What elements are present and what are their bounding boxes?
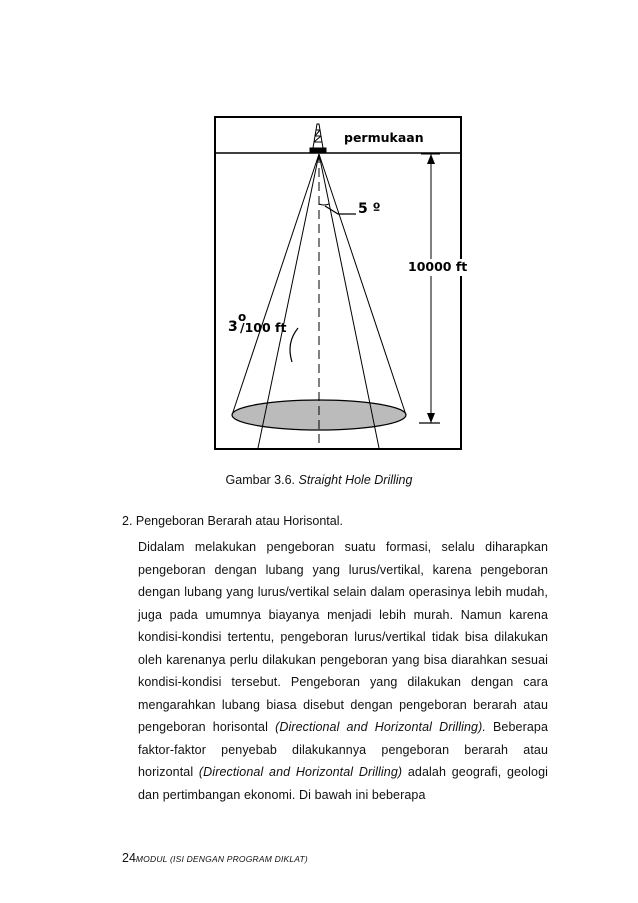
para-text-1: Didalam melakukan pengeboran suatu formasi, selalu diharapkan pengeboran dengan lubang yang lurus/vertikal, karena pengeboran dengan lubang yang lurus/vertikal selain dalam operasinya lebih mudah, juga pada umumnya biayanya menjadi lebih murah. Namun karena kondisi-kondisi tertentu, pengeboran lurus/vertikal tidak bisa dilakukan oleh karenanya perlu dilakukan pengeboran yang bisa diarahkan sesuai kondisi-kondisi tersebut. Pengeboran yang dilakukan dengan cara mengarahkan lubang biasa disebut dengan pengeboran berarah atau pengeboran horisontal xyxy=(138,540,548,734)
depth-arrow-bottom xyxy=(427,413,435,423)
cone-left-line xyxy=(232,154,319,415)
straight-hole-drilling-figure xyxy=(214,116,468,450)
caption-title: Straight Hole Drilling xyxy=(298,473,413,487)
depth-label: 10000 ft xyxy=(408,259,468,274)
section-heading: 2. Pengeboran Berarah atau Horisontal. xyxy=(122,514,343,528)
build-rate-degree-symbol: o xyxy=(238,310,247,324)
angle-arc xyxy=(319,204,329,205)
surface-label: permukaan xyxy=(344,130,424,145)
para-text-3: adalah geografi, geologi dan pertimbangan ekonomi. Di bawah ini beberapa xyxy=(138,765,549,802)
drilling-diagram xyxy=(216,118,460,448)
caption-prefix: Gambar 3.6. xyxy=(225,473,296,487)
para-text-2: Beberapa faktor-faktor penyebab dilakukannya pengeboran berarah atau horizontal xyxy=(138,720,549,779)
body-paragraph xyxy=(138,536,548,806)
build-rate-degree: 3 xyxy=(228,319,238,335)
depth-arrow-top xyxy=(427,154,435,164)
page-footer xyxy=(122,851,308,865)
derrick-icon xyxy=(310,124,326,152)
build-rate-label: /100 ft xyxy=(240,320,287,335)
para-italic-1: (Directional and Horizontal Drilling). xyxy=(275,720,486,734)
build-rate-arc xyxy=(290,328,298,362)
para-italic-2: (Directional and Horizontal Drilling) xyxy=(198,765,403,779)
module-text: MODUL (ISI DENGAN PROGRAM DIKLAT) xyxy=(135,854,308,864)
page-number: 24 xyxy=(122,851,136,865)
figure-caption xyxy=(0,473,638,487)
cone-right-line xyxy=(319,154,406,415)
angle-label: 5 º xyxy=(358,201,381,217)
